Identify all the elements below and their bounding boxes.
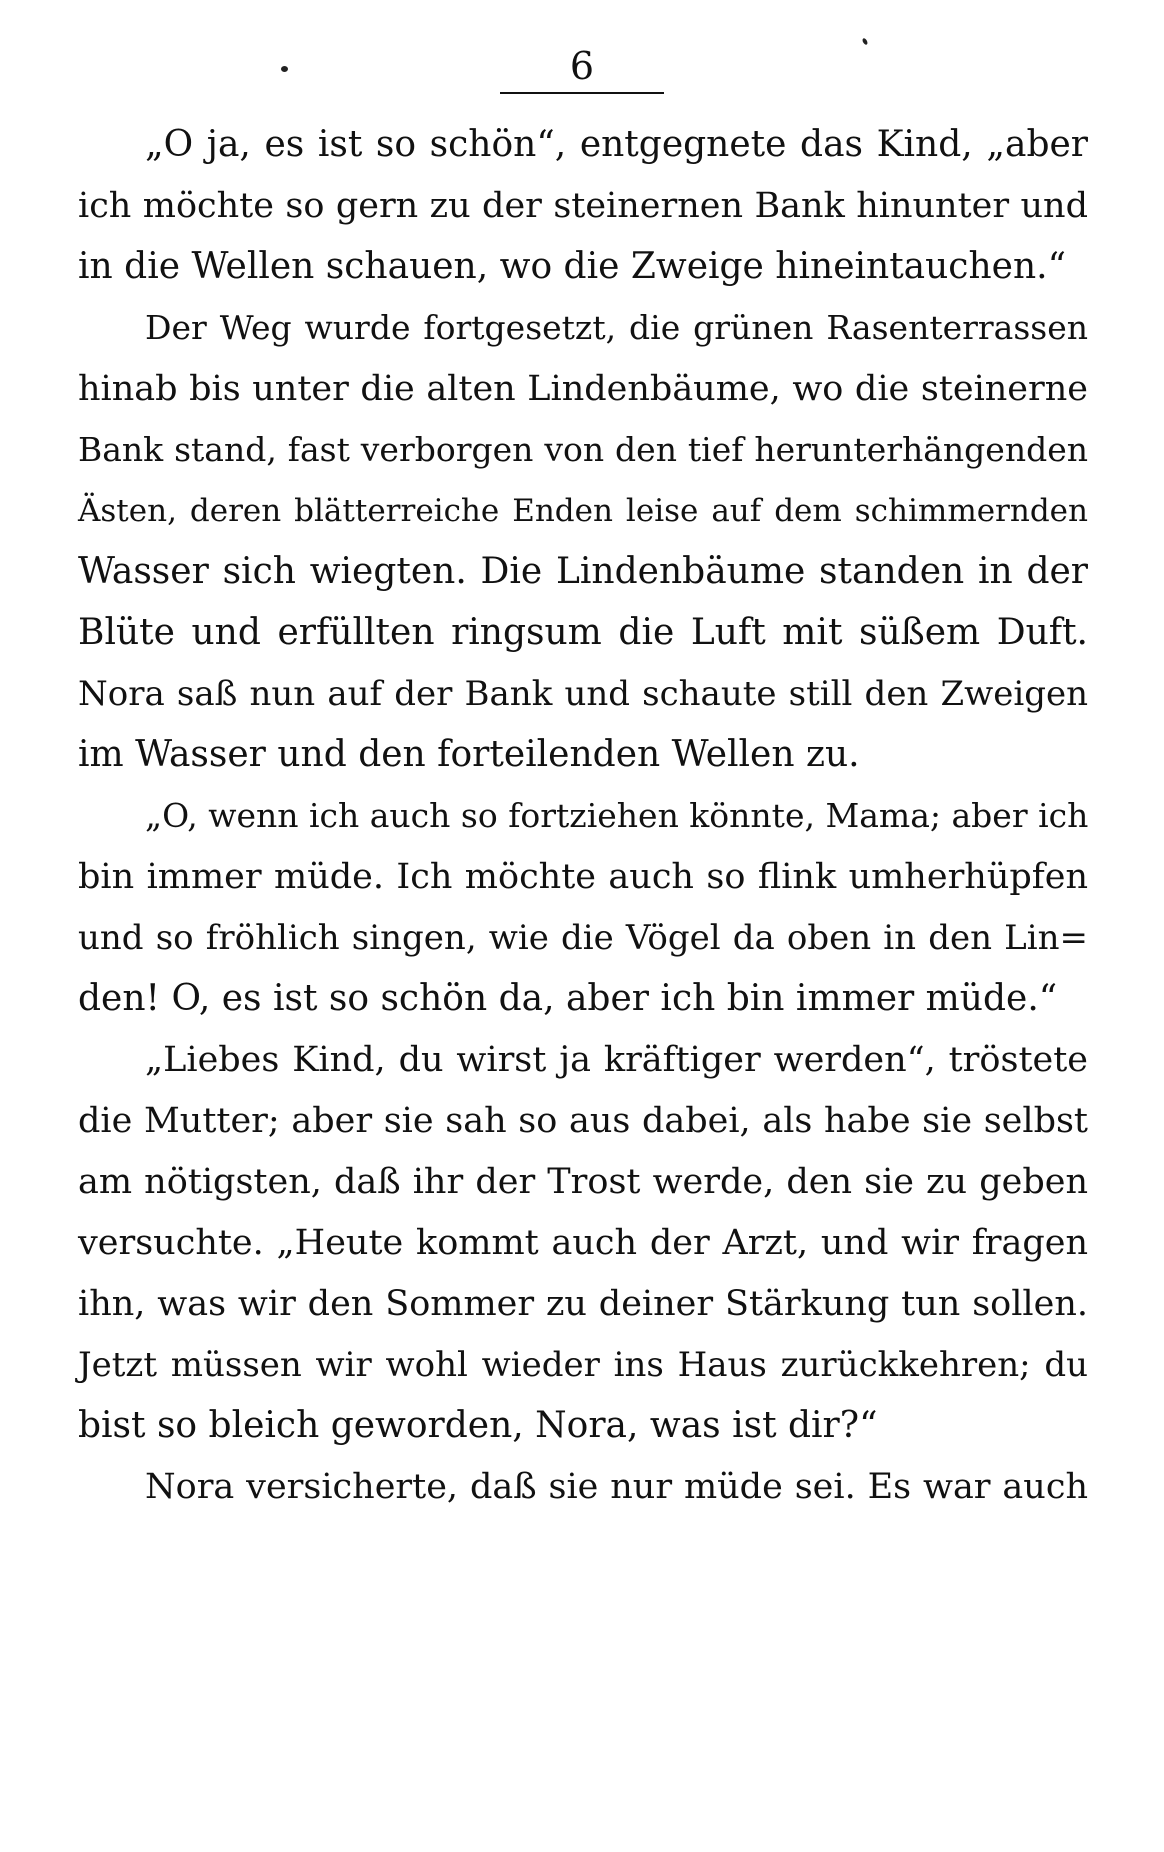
text-line: Der Weg wurde fortgesetzt, die grünen Rasenterrassen xyxy=(145,308,1088,347)
text-line: versuchte. „Heute kommt auch der Arzt, und wir fragen xyxy=(78,1223,1088,1263)
text-line: ich möchte so gern zu der steinernen Bank hinunter und xyxy=(78,186,1088,226)
page-number: 6 xyxy=(569,44,595,88)
text-line: Bank stand, fast verborgen von den tief herunterhängenden xyxy=(78,430,1088,469)
text-line: im Wasser und den forteilenden Wellen zu. xyxy=(78,734,860,775)
text-line: Blüte und erfüllten ringsum die Luft mit süßem Duft. xyxy=(78,612,1088,653)
text-line: Wasser sich wiegten. Die Lindenbäume standen in der xyxy=(78,551,1088,592)
text-line: am nötigsten, daß ihr der Trost werde, den sie zu geben xyxy=(78,1162,1088,1202)
text-line: hinab bis unter die alten Lindenbäume, wo die steinerne xyxy=(78,369,1088,409)
ink-speck xyxy=(281,66,288,72)
text-line: „O, wenn ich auch so fortziehen könnte, Mama; aber ich xyxy=(145,796,1089,835)
text-line: „O ja, es ist so schön“, entgegnete das Kind, „aber xyxy=(145,124,1088,165)
text-line: die Mutter; aber sie sah so aus dabei, als habe sie selbst xyxy=(78,1101,1088,1141)
text-line: Ästen, deren blätterreiche Enden leise auf dem schimmernden xyxy=(78,493,1088,529)
text-line: „Liebes Kind, du wirst ja kräftiger werden“, tröstete xyxy=(145,1040,1088,1080)
text-line: Nora versicherte, daß sie nur müde sei. Es war auch xyxy=(145,1467,1088,1507)
text-line: ihn, was wir den Sommer zu deiner Stärkung tun sollen. xyxy=(78,1284,1088,1324)
text-line: Jetzt müssen wir wohl wieder ins Haus zurückkehren; du xyxy=(78,1345,1088,1385)
ink-speck xyxy=(862,37,869,45)
text-line: in die Wellen schauen, wo die Zweige hineintauchen.“ xyxy=(78,246,1066,287)
text-line: Nora saß nun auf der Bank und schaute still den Zweigen xyxy=(78,674,1088,714)
text-line: bin immer müde. Ich möchte auch so flink umherhüpfen xyxy=(78,857,1088,897)
text-line: den! O, es ist so schön da, aber ich bin immer müde.“ xyxy=(78,978,1058,1019)
text-line: bist so bleich geworden, Nora, was ist dir?“ xyxy=(78,1405,878,1446)
text-line: und so fröhlich singen, wie die Vögel da oben in den Lin= xyxy=(78,918,1088,958)
header-rule xyxy=(500,92,664,94)
